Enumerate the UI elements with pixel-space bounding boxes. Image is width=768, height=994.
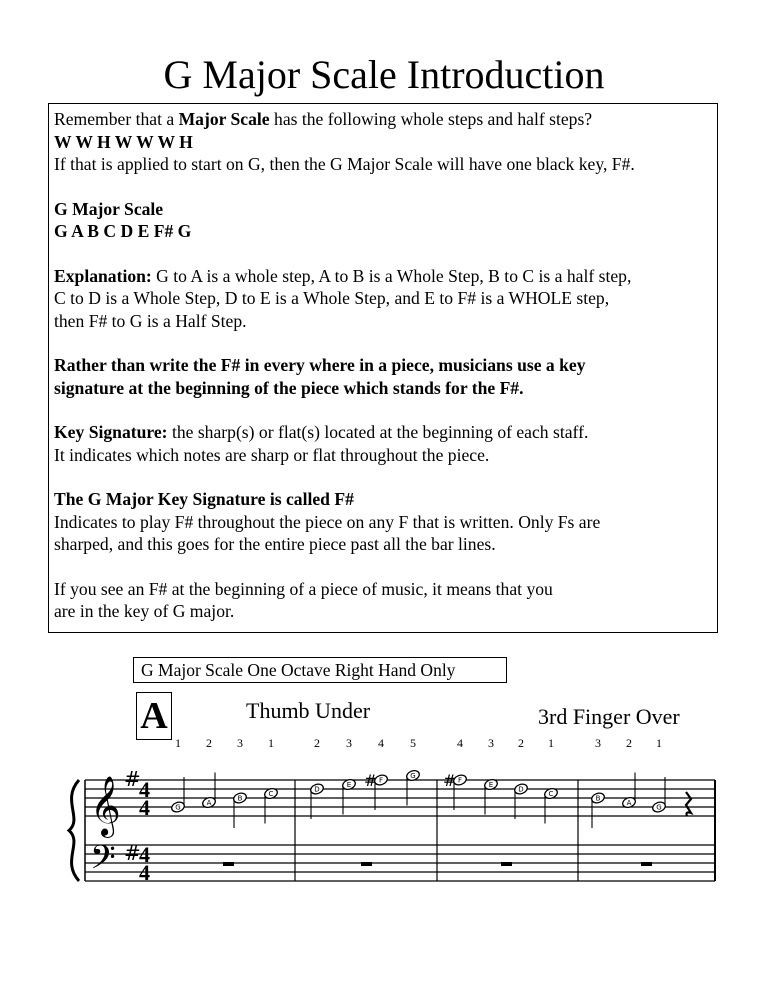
fingering-number: 3 (237, 736, 243, 750)
whole-rest (223, 862, 234, 866)
g-key-sig-heading (54, 488, 717, 511)
closing-line2: are in the key of G major. (54, 601, 235, 621)
note-name: D (314, 785, 320, 794)
info-box (48, 103, 718, 633)
note-name: G (175, 803, 181, 812)
g-key-sig-line1: Indicates to play F# throughout the piece on any F that is written. Only Fs are (54, 511, 601, 532)
section-marker: A (136, 692, 172, 740)
note-name: E (346, 781, 352, 789)
rather-line1 (54, 354, 717, 377)
explanation-line2: C to D is a Whole Step, D to E is a Whole Step, and E to F# is a WHOLE step, (54, 288, 610, 308)
note-name: A (206, 799, 212, 807)
fingering-number: 1 (548, 736, 554, 750)
explanation-line3: then F# to G is a Half Step. (54, 310, 247, 331)
fingering-number: 2 (206, 736, 212, 750)
key-signature-text1: the sharp(s) or flat(s) located at the beginning of each staff. (167, 422, 589, 442)
grand-staff (69, 767, 715, 885)
treble-key-signature: # (124, 767, 141, 791)
fingering-numbers (175, 736, 662, 750)
note-name: B (237, 794, 243, 803)
note-name: C (548, 790, 554, 798)
thumb-under-annotation: Thumb Under (246, 698, 371, 723)
fingering-number: 4 (457, 736, 463, 750)
fingering-number: 1 (268, 736, 274, 750)
fingering-number: 4 (378, 736, 384, 750)
rather-text2: signature at the beginning of the piece which stands for the F#. (54, 377, 524, 398)
explanation-text1: G to A is a whole step, A to B is a Whole Step, B to C is a half step, (151, 265, 632, 286)
intro-bold: Major Scale (178, 109, 270, 129)
closing-line1: If you see an F# at the beginning of a piece of music, it means that you (54, 578, 553, 599)
scale-heading (54, 198, 717, 221)
note-name: G (656, 803, 662, 812)
bass-time-denominator: 4 (139, 860, 150, 885)
note-name: E (488, 781, 494, 789)
whole-rest (501, 862, 512, 866)
scale-heading-text: G Major Scale (54, 198, 164, 219)
key-signature-line2: It indicates which notes are sharp or flat throughout the piece. (54, 444, 490, 465)
fingering-number: 5 (410, 736, 416, 750)
note-name: F (378, 776, 384, 785)
treble-clef: 𝄞 (90, 776, 121, 836)
scale-notes (54, 220, 717, 243)
note-name: F (457, 776, 463, 785)
g-key-sig-heading-text: The G Major Key Signature is called F# (54, 489, 354, 509)
fingering-number: 2 (518, 736, 524, 750)
bass-key-signature: # (124, 841, 141, 865)
fingering-number: 3 (346, 736, 352, 750)
treble-time-numerator: 4 (139, 777, 150, 802)
intro-pre: Remember that a (54, 109, 179, 129)
fingering-number: 3 (488, 736, 494, 750)
scale-notes-text: G A B C D E F# G (54, 221, 192, 241)
brace (69, 780, 79, 881)
sharp-accidental: # (364, 771, 378, 790)
whole-rest (361, 862, 372, 866)
bass-clef: 𝄢 (90, 839, 116, 885)
intro-line (54, 108, 717, 131)
finger-over-annotation: 3rd Finger Over (538, 704, 680, 729)
key-signature-line1 (54, 421, 717, 444)
steps-pattern (54, 131, 717, 154)
bass-time-numerator: 4 (139, 842, 150, 867)
note-name: A (626, 799, 632, 807)
whole-rest (641, 862, 652, 866)
sharp-accidental: # (443, 771, 457, 790)
explanation-label: Explanation: (54, 265, 152, 286)
note-name: G (410, 772, 416, 780)
note-name: D (518, 785, 524, 794)
applied-line: If that is applied to start on G, then the G Major Scale will have one black key, F#. (54, 154, 635, 174)
fingering-number: 1 (175, 736, 181, 750)
exercise-label: G Major Scale One Octave Right Hand Only (133, 657, 507, 683)
g-key-sig-line2: sharped, and this goes for the entire piece past all the bar lines. (54, 534, 496, 554)
quarter-rest (686, 792, 691, 816)
steps-text: W W H W W W H (54, 131, 193, 152)
fingering-number: 3 (595, 736, 601, 750)
fingering-number: 1 (656, 736, 662, 750)
explanation-line1 (54, 265, 717, 288)
fingering-number: 2 (626, 736, 632, 750)
rather-line2 (54, 377, 717, 400)
rather-text1: Rather than write the F# in every where in a piece, musicians use a key (54, 355, 586, 375)
page-title: G Major Scale Introduction (163, 52, 605, 97)
note-name: C (268, 790, 274, 798)
music-score (0, 730, 768, 930)
note-name: B (595, 794, 601, 803)
intro-post: has the following whole steps and half steps? (269, 109, 593, 129)
key-signature-label: Key Signature: (54, 422, 168, 442)
treble-time-denominator: 4 (139, 795, 150, 820)
fingering-number: 2 (314, 736, 320, 750)
